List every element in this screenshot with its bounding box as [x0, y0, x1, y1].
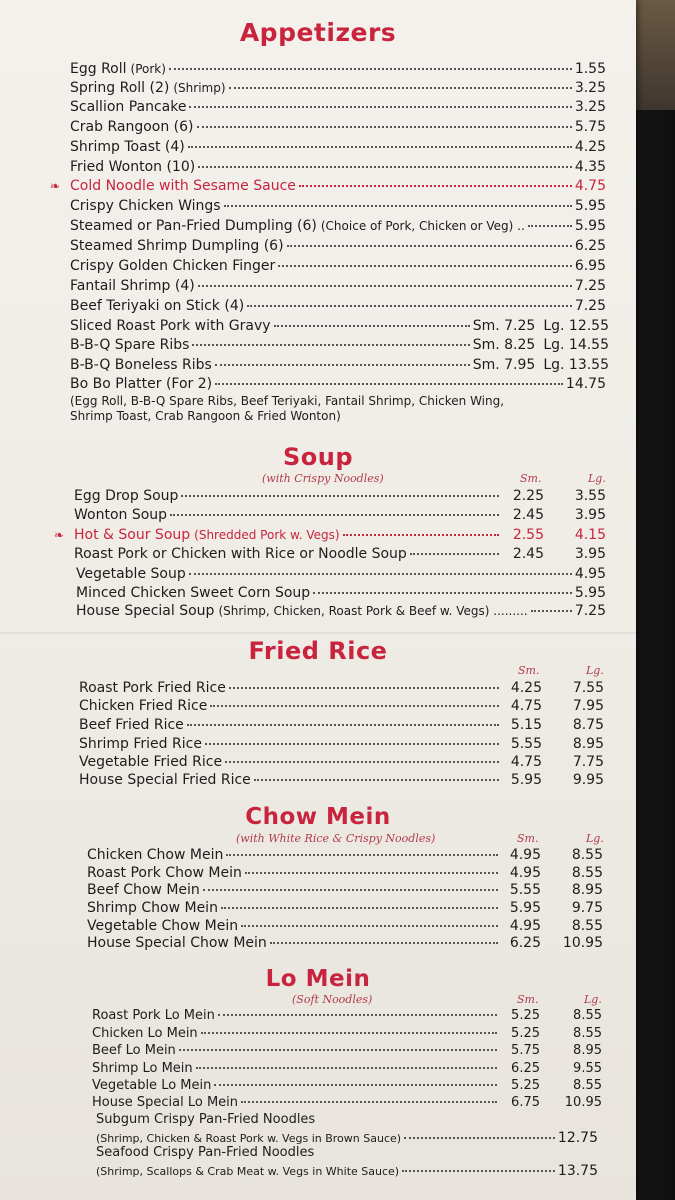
soup-heading: Soup — [282, 443, 354, 471]
menu-item — [76, 603, 606, 621]
fried-rice-heading: Fried Rice — [248, 637, 388, 665]
menu-item-platter — [70, 376, 606, 394]
pepper-icon: ❧ — [54, 528, 65, 542]
menu-item — [79, 754, 604, 772]
menu-item — [92, 1095, 602, 1113]
item-price: 4.35 — [574, 159, 606, 175]
menu-item-two-size — [70, 357, 609, 375]
item-price: 3.25 — [574, 99, 606, 115]
special-item — [96, 1163, 598, 1181]
item-price: 5.95 — [574, 198, 606, 214]
item-name: Beef Teriyaki on Stick (4) — [70, 298, 245, 314]
soup-sm-header: Sm. — [520, 472, 542, 485]
price-small: 4.95 — [509, 847, 541, 863]
price-large: 8.55 — [571, 918, 603, 934]
dot-leader — [343, 534, 499, 536]
menu-item — [70, 258, 606, 276]
dot-leader — [241, 1101, 497, 1103]
dot-leader — [299, 185, 572, 187]
dot-leader — [215, 364, 470, 366]
item-name: Bo Bo Platter (For 2) — [70, 376, 213, 392]
item-price: 4.95 — [574, 566, 606, 582]
dot-leader — [203, 889, 498, 891]
item-description: Shrimp Toast, Crab Rangoon & Fried Wonton) — [70, 409, 341, 423]
price-small: 4.75 — [510, 754, 542, 770]
chow-mein-heading: Chow Mein — [245, 804, 391, 830]
item-name: Scallion Pancake — [70, 99, 187, 115]
price-small: 5.15 — [510, 717, 542, 733]
item-name: House Special Fried Rice — [79, 772, 251, 788]
dot-leader — [198, 285, 572, 287]
menu-item — [70, 139, 606, 157]
chow-mein-lg-header: Lg. — [586, 832, 604, 845]
price-small: 5.55 — [509, 882, 541, 898]
price-large: 8.95 — [572, 736, 604, 752]
lo-mein-lg-header: Lg. — [584, 993, 602, 1006]
chow-mein-subtitle: (with White Rice & Crispy Noodles) — [236, 832, 436, 845]
dot-leader — [410, 553, 499, 555]
price-large: 3.55 — [574, 488, 606, 504]
price-small: 6.75 — [511, 1095, 540, 1110]
item-note: (Choice of Pork, Chicken or Veg) .. — [320, 219, 525, 233]
menu-item — [70, 61, 606, 79]
menu-item — [92, 1078, 602, 1096]
price-large: Lg. 13.55 — [543, 357, 609, 373]
price-large: Lg. 14.55 — [543, 337, 609, 353]
item-name: Steamed or Pan-Fried Dumpling (6) — [70, 218, 317, 234]
menu-item — [87, 900, 603, 918]
item-price: 5.75 — [574, 119, 606, 135]
dot-leader — [229, 687, 499, 689]
item-name: Egg Drop Soup — [74, 488, 179, 504]
menu-item — [76, 566, 606, 584]
menu-item — [87, 865, 603, 883]
price-large: 8.55 — [573, 1026, 602, 1041]
dot-leader — [201, 1032, 497, 1034]
menu-item — [87, 935, 603, 953]
dot-leader — [197, 126, 572, 128]
price-small: 4.25 — [510, 680, 542, 696]
item-name: Crab Rangoon (6) — [70, 119, 194, 135]
dot-leader — [226, 854, 498, 856]
dot-leader — [313, 592, 572, 594]
dot-leader — [181, 495, 499, 497]
dot-leader — [254, 779, 499, 781]
item-name: (Shrimp, Chicken & Roast Pork w. Vegs in Brown Sauce) — [96, 1132, 402, 1145]
item-name: Chicken Chow Mein — [87, 847, 224, 863]
menu-item — [92, 1043, 602, 1061]
item-price: 6.95 — [574, 258, 606, 274]
soup-subtitle: (with Crispy Noodles) — [262, 472, 384, 485]
item-name: (Shrimp, Scallops & Crab Meat w. Vegs in White Sauce) — [96, 1165, 400, 1178]
item-name: Fantail Shrimp (4) — [70, 278, 195, 294]
price-small: 5.25 — [511, 1026, 540, 1041]
item-price: 5.95 — [574, 218, 606, 234]
price-small: 4.95 — [509, 918, 541, 934]
item-price: 6.25 — [574, 238, 606, 254]
price-small: 2.45 — [512, 546, 544, 562]
item-price: 7.25 — [574, 278, 606, 294]
menu-item-two-size — [70, 318, 609, 336]
price-small: 5.95 — [509, 900, 541, 916]
special-name: Subgum Crispy Pan-Fried Noodles — [96, 1112, 316, 1127]
price-small: 4.75 — [510, 698, 542, 714]
item-name: Chicken Lo Mein — [92, 1026, 198, 1041]
price-large: 8.95 — [573, 1043, 602, 1058]
menu-item — [74, 507, 606, 525]
menu-item — [79, 698, 604, 716]
item-name: Minced Chicken Sweet Corn Soup — [76, 585, 311, 601]
price-small: Sm. 7.25 — [472, 318, 536, 334]
item-name: Sliced Roast Pork with Gravy — [70, 318, 271, 334]
price-large: 8.55 — [571, 865, 603, 881]
menu-item — [70, 298, 606, 316]
dot-leader — [170, 514, 499, 516]
menu-item — [74, 527, 606, 545]
dot-leader — [531, 610, 572, 612]
item-price: 14.75 — [565, 376, 606, 392]
dot-leader — [196, 1067, 497, 1069]
dot-leader — [169, 68, 572, 70]
price-large: 10.95 — [564, 1095, 602, 1110]
menu-item — [70, 218, 606, 236]
item-price: 5.95 — [574, 585, 606, 601]
item-name: Wonton Soup — [74, 507, 168, 523]
menu-item — [92, 1008, 602, 1026]
price-small: 5.25 — [511, 1078, 540, 1093]
item-name: Steamed Shrimp Dumpling (6) — [70, 238, 284, 254]
menu-item — [92, 1061, 602, 1079]
item-price: 3.25 — [574, 80, 606, 96]
price-large: 9.75 — [571, 900, 603, 916]
item-name: House Special Chow Mein — [87, 935, 267, 951]
menu-item — [70, 178, 606, 196]
dot-leader — [214, 1084, 497, 1086]
item-price: 7.25 — [574, 298, 606, 314]
price-large: 4.15 — [574, 527, 606, 543]
price-small: 2.55 — [512, 527, 544, 543]
price-large: 7.95 — [572, 698, 604, 714]
price-large: 3.95 — [574, 546, 606, 562]
item-note: (Pork) — [130, 62, 166, 76]
lo-mein-sm-header: Sm. — [517, 993, 539, 1006]
item-name: Fried Wonton (10) — [70, 159, 196, 175]
menu-item — [70, 278, 606, 296]
item-description: (Egg Roll, B-B-Q Spare Ribs, Beef Teriyaki, Fantail Shrimp, Chicken Wing, — [70, 394, 505, 408]
price-large: 9.55 — [573, 1061, 602, 1076]
menu-item — [70, 198, 606, 216]
item-name: Shrimp Toast (4) — [70, 139, 185, 155]
dot-leader — [404, 1137, 555, 1139]
item-name: Shrimp Fried Rice — [79, 736, 202, 752]
item-name: Beef Chow Mein — [87, 882, 200, 898]
price-large: 8.75 — [572, 717, 604, 733]
item-price: 4.75 — [574, 178, 606, 194]
price-large: 8.55 — [573, 1008, 602, 1023]
fried-rice-sm-header: Sm. — [518, 664, 540, 677]
fried-rice-lg-header: Lg. — [586, 664, 604, 677]
menu-item — [70, 80, 606, 98]
dot-leader — [198, 166, 572, 168]
item-price: 7.25 — [574, 603, 606, 619]
pepper-icon: ❧ — [50, 179, 61, 193]
dot-leader — [287, 245, 572, 247]
dot-leader — [225, 761, 499, 763]
price-small: 5.95 — [510, 772, 542, 788]
item-note: (Shrimp, Chicken, Roast Pork & Beef w. Vegs) ......... — [218, 604, 528, 618]
item-name: B-B-Q Spare Ribs — [70, 337, 190, 353]
dot-leader — [221, 907, 498, 909]
item-price: 4.25 — [574, 139, 606, 155]
dot-leader — [245, 872, 498, 874]
price-large: Lg. 12.55 — [543, 318, 609, 334]
price-small: 2.25 — [512, 488, 544, 504]
menu-item — [74, 488, 606, 506]
menu-item — [79, 736, 604, 754]
price-small: 2.45 — [512, 507, 544, 523]
menu-item-two-size — [70, 337, 609, 355]
menu-item — [70, 159, 606, 177]
item-name: House Special Soup — [76, 603, 215, 619]
soup-lg-header: Lg. — [588, 472, 606, 485]
item-name: Roast Pork or Chicken with Rice or Noodle Soup — [74, 546, 407, 562]
dot-leader — [189, 106, 571, 108]
menu-item — [70, 119, 606, 137]
dot-leader — [215, 383, 563, 385]
item-name: Shrimp Lo Mein — [92, 1061, 193, 1076]
menu-item — [79, 717, 604, 735]
item-name: Vegetable Lo Mein — [92, 1078, 212, 1093]
item-name: Vegetable Soup — [76, 566, 186, 582]
dot-leader — [402, 1170, 555, 1172]
price-small: Sm. 8.25 — [472, 337, 536, 353]
item-name: Vegetable Chow Mein — [87, 918, 239, 934]
item-name: Chicken Fried Rice — [79, 698, 208, 714]
price-small: 6.25 — [509, 935, 541, 951]
item-name: Roast Pork Chow Mein — [87, 865, 242, 881]
item-name: Beef Lo Mein — [92, 1043, 176, 1058]
fold-line — [0, 632, 636, 634]
dot-leader — [224, 205, 572, 207]
item-name: Hot & Sour Soup — [74, 527, 191, 543]
dot-leader — [187, 724, 499, 726]
price-small: 5.55 — [510, 736, 542, 752]
price-large: 8.95 — [571, 882, 603, 898]
dot-leader — [270, 942, 498, 944]
price-large: 8.55 — [573, 1078, 602, 1093]
item-name: Roast Pork Fried Rice — [79, 680, 226, 696]
item-name: Cold Noodle with Sesame Sauce — [70, 178, 296, 194]
dot-leader — [278, 265, 572, 267]
appetizers-heading: Appetizers — [239, 18, 397, 47]
special-name: Seafood Crispy Pan-Fried Noodles — [96, 1145, 315, 1160]
item-name: Spring Roll (2) — [70, 80, 170, 96]
dot-leader — [274, 325, 470, 327]
menu-item — [70, 99, 606, 117]
menu-item — [87, 882, 603, 900]
price-large: 7.55 — [572, 680, 604, 696]
menu-item — [79, 772, 604, 790]
item-price: 1.55 — [574, 61, 606, 77]
dot-leader — [528, 225, 572, 227]
dot-leader — [218, 1014, 497, 1016]
menu-item — [76, 585, 606, 603]
menu-item — [87, 918, 603, 936]
price-large: 9.95 — [572, 772, 604, 788]
price-small: 4.95 — [509, 865, 541, 881]
item-name: Crispy Golden Chicken Finger — [70, 258, 276, 274]
item-name: Beef Fried Rice — [79, 717, 184, 733]
item-name: Vegetable Fried Rice — [79, 754, 223, 770]
dot-leader — [188, 146, 572, 148]
menu-item — [70, 238, 606, 256]
dot-leader — [179, 1049, 497, 1051]
chow-mein-sm-header: Sm. — [517, 832, 539, 845]
price-small: 5.75 — [511, 1043, 540, 1058]
lo-mein-heading: Lo Mein — [265, 966, 371, 992]
menu-item — [87, 847, 603, 865]
item-price: 13.75 — [557, 1163, 598, 1179]
menu-item — [79, 680, 604, 698]
dot-leader — [229, 87, 572, 89]
dot-leader — [241, 925, 498, 927]
item-name: House Special Lo Mein — [92, 1095, 239, 1110]
menu-item — [92, 1026, 602, 1044]
item-name: Egg Roll — [70, 61, 127, 77]
dot-leader — [192, 344, 469, 346]
dot-leader — [205, 743, 499, 745]
price-large: 7.75 — [572, 754, 604, 770]
item-name: Roast Pork Lo Mein — [92, 1008, 215, 1023]
price-small: Sm. 7.95 — [472, 357, 536, 373]
item-name: B-B-Q Boneless Ribs — [70, 357, 212, 373]
item-note: (Shrimp) — [173, 81, 226, 95]
menu-item — [74, 546, 606, 564]
price-large: 10.95 — [562, 935, 603, 951]
dot-leader — [247, 305, 572, 307]
price-small: 5.25 — [511, 1008, 540, 1023]
item-name: Shrimp Chow Mein — [87, 900, 218, 916]
lo-mein-subtitle: (Soft Noodles) — [292, 993, 373, 1006]
dot-leader — [210, 705, 499, 707]
dot-leader — [189, 573, 572, 575]
price-small: 6.25 — [511, 1061, 540, 1076]
item-name: Crispy Chicken Wings — [70, 198, 221, 214]
price-large: 3.95 — [574, 507, 606, 523]
price-large: 8.55 — [571, 847, 603, 863]
item-price: 12.75 — [557, 1130, 598, 1146]
item-note: (Shredded Pork w. Vegs) — [194, 528, 340, 542]
